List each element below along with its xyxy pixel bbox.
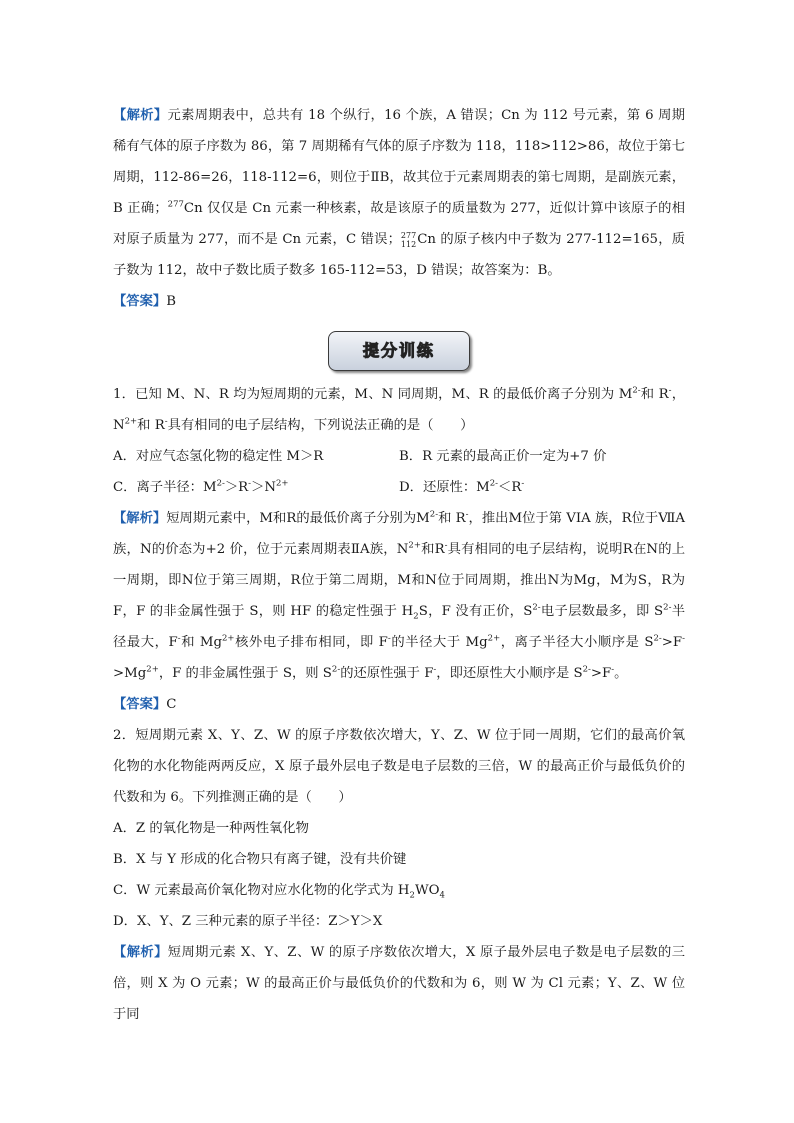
q1-stem-text: 1．已知 M、N、R 均为短周期的元素，M、N 同周期，M、R 的最低价离子分别为 M [113,387,633,402]
q1-stem-text: ，N [113,387,685,433]
analysis-tag: 【解析】 [113,108,168,123]
q2-option-b: B．X 与 Y 形成的化合物只有离子键，没有共价键 [113,852,407,867]
sol-text: 短周期元素 X、Y、Z、W 的原子序数依次增大，X 原子最外层电子数是电子层数的三倍，则 X 为 O 元素；W 的最高正价与最低负价的代数和为 6，则 W 为 Cl 元素；Y、Z、W 位于同 [113,945,686,1022]
charge-sup: - [668,385,672,396]
q1-option-b: B．R 元素的最高正价一定为+7 价 [399,449,607,464]
answer-value: B [166,294,176,309]
charge-sup: 2- [489,478,499,489]
charge-sup: 2- [632,385,641,396]
sol-text: 短周期元素中，M和R的最低价离子分别为M [166,511,430,526]
charge-sup: - [611,664,615,675]
answer-value: C [166,697,177,712]
isotope-notation [401,231,416,249]
prev-solution-text-1: 元素周期表中，总共有 18 个纵行，16 个族，A 错误；Cn 为 112 号元素，第 6 周期稀有气体的原子序数为 86，第 7 周期稀有气体的原子序数为 118，118>112>86，故位于第七周期，112-86=26，118-112=6，则位于ⅡB，故其位于元素周期表的第七周期，是副族元素，B 正确； [113,108,686,216]
opt-text: WO [414,883,440,898]
charge-sup: 2+ [408,540,421,551]
sol-text: ，F 的非金属性强于 S，则 S [158,666,332,681]
sol-text: 的还原性强于 F [340,666,434,681]
charge-sup: 2- [582,664,591,675]
sol-text: ，推出M位于第 VIA 族，R位于ⅦA族，N的价态为+2 价，位于元素周期表ⅡA族，N [113,511,685,557]
charge-sup: - [387,633,391,644]
prev-solution-text-2: Cn 仅仅是 Cn 元素一种核素，故是该原子的质量数为 277，近似计算中该原子的相对原子质量为 277，而不是 Cn 元素，C 错误； [113,201,685,247]
question-1-solution [113,503,685,689]
q1-stem-text: 具有相同的电子层结构，下列说法正确的是（ ） [167,418,474,433]
subscript: 4 [439,890,445,901]
charge-sup: 2+ [487,633,501,644]
sol-text: 。 [614,666,628,681]
opt-text: ＞R [224,480,249,495]
charge-sup: - [433,664,437,675]
opt-text: ＞N [251,480,276,495]
sol-text: 具有相同的电子层结构，说明R在N的上一周期，即N位于第三周期，R位于第二周期，M和N位于同周期，推出N为Mg，M为S，R为F，F 的非金属性强于 S，则 HF 的稳定性强于 H [113,542,685,619]
charge-sup: 2+ [146,664,159,675]
charge-sup: 2- [331,664,341,675]
sol-text: 和 Mg [180,635,222,650]
charge-sup: - [248,478,252,489]
question-2-stem: 2．短周期元素 X、Y、Z、W 的原子序数依次增大，Y、Z、W 位于同一周期，它们的最高价氧化物的水化物能两两反应，X 原子最外层电子数是电子层数的三倍，W 的最高正价与最低负价的代数和为 6。下列推测正确的是（ ） [113,728,685,805]
charge-sup: 2+ [222,633,235,644]
answer-tag: 【答案】 [113,697,167,712]
charge-sup: - [177,633,181,644]
opt-text: D．还原性：M [399,480,490,495]
q1-option-c [113,472,399,503]
charge-sup: - [465,509,469,520]
charge-sup: - [521,478,525,489]
charge-sup: 2- [663,602,672,613]
q1-stem-text: 和 R [137,418,165,433]
sol-text: 核外电子排布相同，即 F [234,635,388,650]
sol-text: >Mg [113,666,147,681]
subscript: 2 [413,611,419,622]
charge-sup: 2+ [124,416,138,427]
q1-option-a: A．对应气态氢化物的稳定性 M＞R [113,449,324,464]
analysis-tag: 【解析】 [113,511,167,526]
charge-sup: - [164,416,168,427]
charge-sup: 2- [216,478,225,489]
analysis-tag: 【解析】 [113,945,168,960]
prev-solution-paragraph [113,100,685,286]
isotope-mass-number: 277 [400,230,417,240]
q2-option-c [113,875,685,906]
sol-text: ，离子半径大小顺序是 S [500,635,654,650]
q1-answer [113,689,685,720]
question-1-stem [113,379,685,441]
charge-sup: 2+ [275,478,289,489]
q1-option-d [399,472,685,503]
charge-sup: - [682,633,685,644]
charge-sup: 2- [532,602,541,613]
isotope-atomic-number: 112 [400,239,417,249]
sol-text: 和 R [438,511,466,526]
q1-stem-text: 和 R [640,387,669,402]
sol-text: 电子层数最多，即 S [540,604,664,619]
subscript: 2 [409,890,415,901]
q1-options-row-1 [113,441,685,472]
prev-answer [113,286,685,317]
sol-text: 和R [420,542,445,557]
charge-sup: - [444,540,448,551]
sol-text: >F [661,635,683,650]
sol-text: 的半径大于 Mg [390,635,488,650]
q2-option-a: A．Z 的氧化物是一种两性氧化物 [113,821,309,836]
sol-text: >F [590,666,612,681]
q2-option-d: D．X、Y、Z 三种元素的原子半径：Z＞Y＞X [113,914,383,929]
q1-options-row-2 [113,472,685,503]
document-page [113,100,685,1030]
sol-text: S，F 没有正价，S [418,604,533,619]
banner-title: 提分训练 [328,331,470,371]
sol-text: 半径最大，F [113,604,686,650]
question-2-solution [113,937,685,1030]
opt-text: C．W 元素最高价氧化物对应水化物的化学式为 H [113,883,410,898]
opt-text: ＜R [498,480,522,495]
isotope-mass: 277 [167,199,184,210]
section-banner [113,331,685,371]
charge-sup: 2- [429,509,439,520]
opt-text: C．离子半径：M [113,480,217,495]
prev-solution-text-3: Cn 的原子核内中子数为 277-112=165，质子数为 112，故中子数比质子数多 165-112=53，D 错误；故答案为：B。 [113,232,685,278]
answer-tag: 【答案】 [113,294,167,309]
charge-sup: 2- [653,633,662,644]
sol-text: ，即还原性大小顺序是 S [436,666,583,681]
